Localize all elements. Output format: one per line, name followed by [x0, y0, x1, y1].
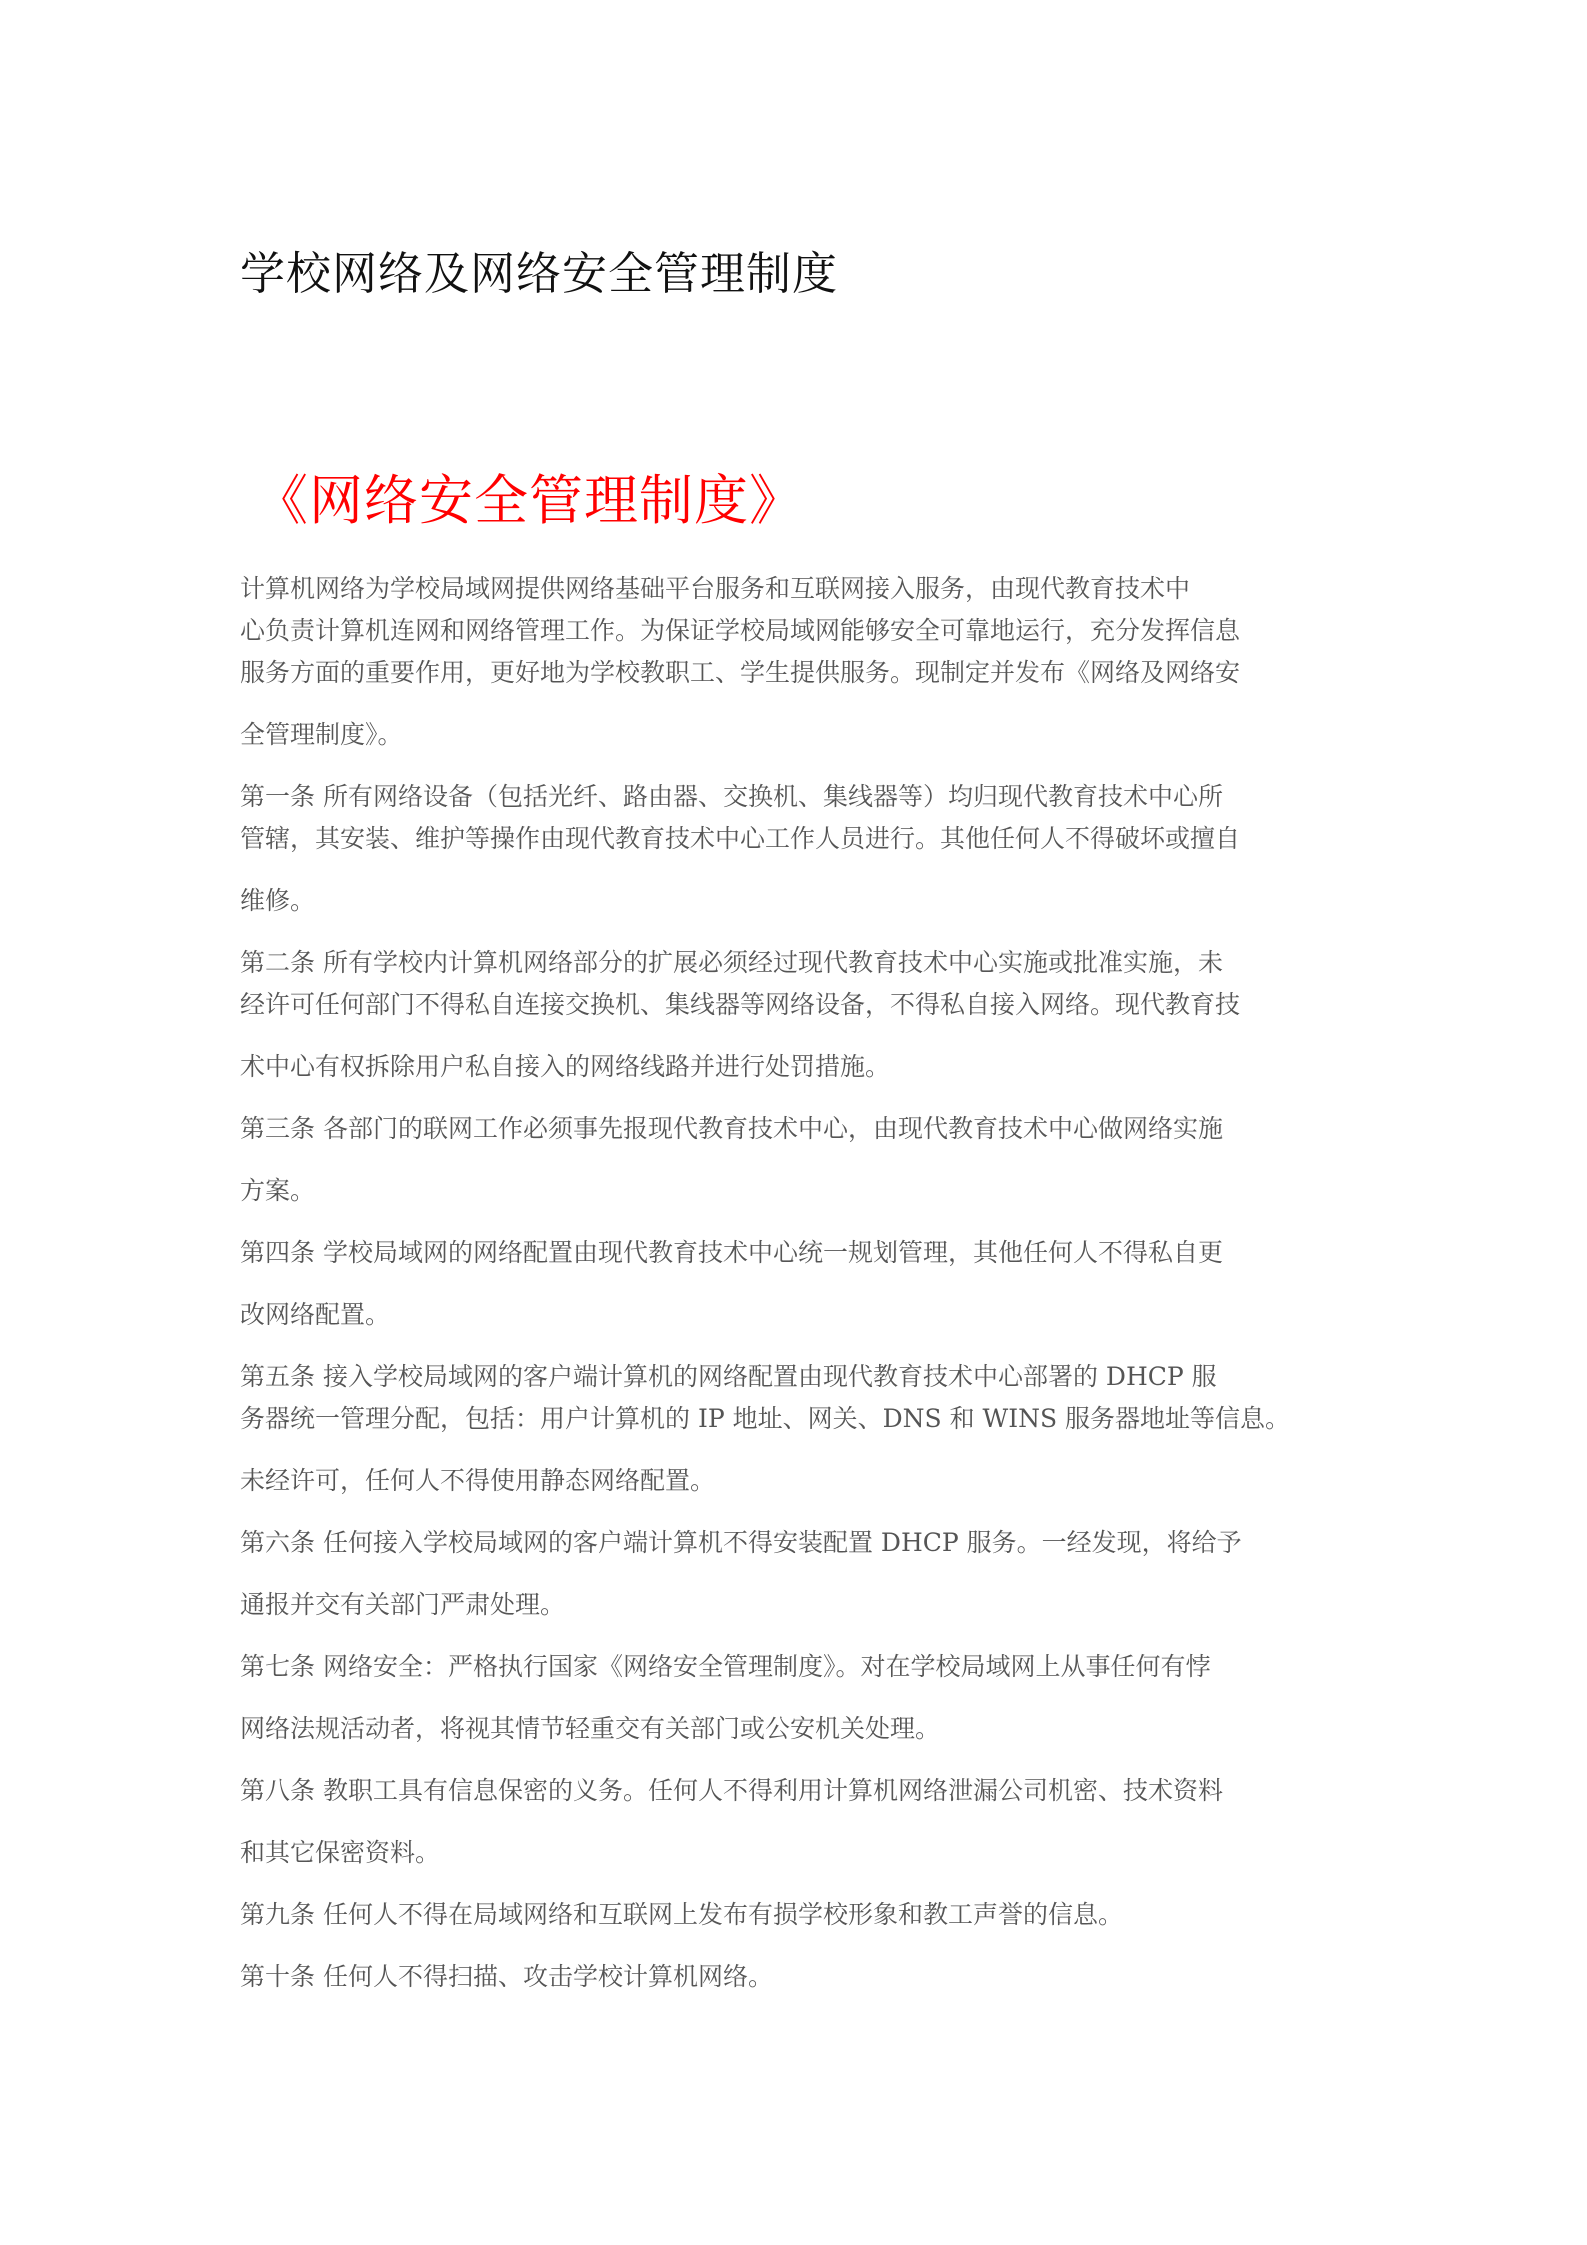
- article-6-line: 通报并交有关部门严肃处理。: [240, 1590, 566, 1619]
- article-3-line: 第三条 各部门的联网工作必须事先报现代教育技术中心，由现代教育技术中心做网络实施: [240, 1114, 1223, 1143]
- article-9-line: 第九条 任何人不得在局域网络和互联网上发布有损学校形象和教工声誉的信息。: [240, 1900, 1123, 1929]
- article-10-line: 第十条 任何人不得扫描、攻击学校计算机网络。: [240, 1962, 773, 1991]
- article-8-line: 第八条 教职工具有信息保密的义务。任何人不得利用计算机网络泄漏公司机密、技术资料: [240, 1776, 1223, 1805]
- article-2-line: 第二条 所有学校内计算机网络部分的扩展必须经过现代教育技术中心实施或批准实施，未: [240, 948, 1223, 977]
- document-title: 学校网络及网络安全管理制度: [240, 247, 839, 300]
- article-1-line: 第一条 所有网络设备（包括光纤、路由器、交换机、集线器等）均归现代教育技术中心所: [240, 782, 1223, 811]
- article-8-line: 和其它保密资料。: [240, 1838, 441, 1867]
- article-4-line: 第四条 学校局域网的网络配置由现代教育技术中心统一规划管理，其他任何人不得私自更: [240, 1238, 1223, 1267]
- article-7-line: 第七条 网络安全：严格执行国家《网络安全管理制度》。对在学校局域网上从事任何有悖: [240, 1652, 1211, 1681]
- body-line: 计算机网络为学校局域网提供网络基础平台服务和互联网接入服务，由现代教育技术中: [240, 574, 1191, 603]
- article-7-line: 网络法规活动者，将视其情节轻重交有关部门或公安机关处理。: [240, 1714, 941, 1743]
- body-line: 服务方面的重要作用，更好地为学校教职工、学生提供服务。现制定并发布《网络及网络安: [240, 658, 1241, 687]
- article-1-line: 管辖，其安装、维护等操作由现代教育技术中心工作人员进行。其他任何人不得破坏或擅自: [240, 824, 1241, 853]
- article-6-line: 第六条 任何接入学校局域网的客户端计算机不得安装配置 DHCP 服务。一经发现，将给予: [240, 1528, 1242, 1557]
- article-5-line: 第五条 接入学校局域网的客户端计算机的网络配置由现代教育技术中心部署的 DHCP 服: [240, 1362, 1217, 1391]
- article-1-line: 维修。: [240, 886, 316, 915]
- article-5-line: 未经许可，任何人不得使用静态网络配置。: [240, 1466, 716, 1495]
- article-4-line: 改网络配置。: [240, 1300, 391, 1329]
- section-title: 《网络安全管理制度》: [254, 469, 804, 532]
- article-5-line: 务器统一管理分配，包括：用户计算机的 IP 地址、网关、DNS 和 WINS 服务器地址等信息。: [240, 1404, 1291, 1433]
- article-2-line: 术中心有权拆除用户私自接入的网络线路并进行处罚措施。: [240, 1052, 891, 1081]
- body-line: 心负责计算机连网和网络管理工作。为保证学校局域网能够安全可靠地运行，充分发挥信息: [240, 616, 1241, 645]
- article-2-line: 经许可任何部门不得私自连接交换机、集线器等网络设备，不得私自接入网络。现代教育技: [240, 990, 1241, 1019]
- body-line: 全管理制度》。: [240, 720, 403, 749]
- article-3-line: 方案。: [240, 1176, 316, 1205]
